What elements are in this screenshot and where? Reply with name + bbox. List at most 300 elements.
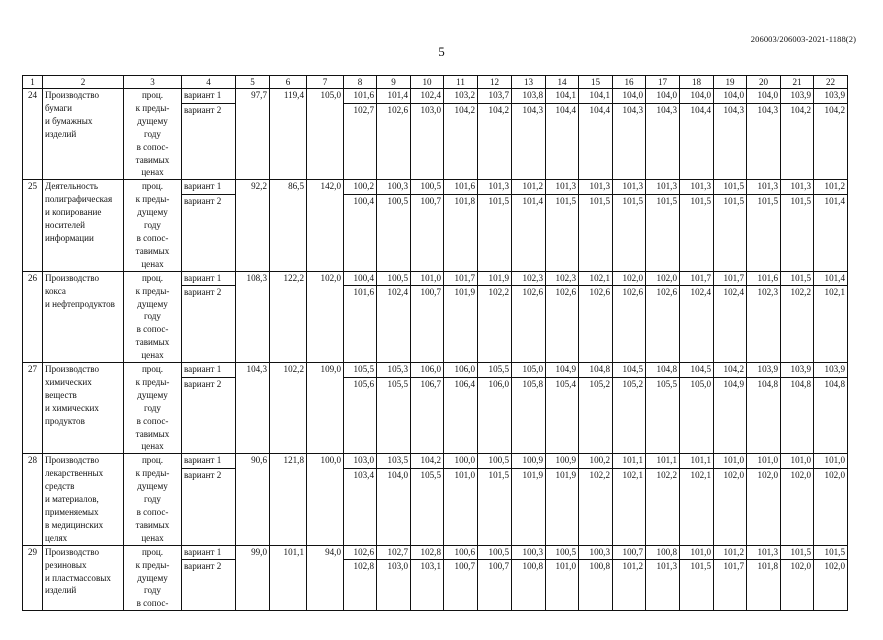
unit-line: тавимых — [135, 245, 170, 256]
variant-1-value: 100,3 — [512, 545, 546, 559]
variant-1-value: 101,2 — [512, 180, 546, 194]
variant-1-value: 101,3 — [613, 180, 646, 194]
column-number: 14 — [546, 76, 579, 89]
row-number: 28 — [23, 454, 43, 545]
unit-line: к преды- — [135, 285, 170, 296]
unit-line: дущему — [137, 298, 168, 309]
value-col7: 109,0 — [307, 363, 344, 454]
variant-2-value: 101,5 — [646, 194, 680, 271]
variant-2-value: 102,1 — [680, 468, 714, 545]
unit-line: дущему — [137, 572, 168, 583]
variant-1-value: 101,7 — [444, 271, 478, 285]
indicator-name-line: целях — [45, 532, 68, 543]
indicator-name-line: Производство — [45, 546, 100, 557]
variant-2-value: 102,6 — [613, 286, 646, 363]
unit-line: к преды- — [135, 559, 170, 570]
unit-line: проц. — [141, 546, 164, 557]
variant-2-value: 100,8 — [512, 560, 546, 611]
variant-2-value: 105,5 — [377, 377, 411, 453]
variant-1-value: 101,7 — [714, 271, 747, 285]
unit-line: к преды- — [135, 194, 170, 205]
variant-2-value: 103,0 — [377, 560, 411, 611]
variant-2-value: 100,8 — [579, 560, 613, 611]
variant-2-value: 101,7 — [714, 560, 747, 611]
variant-1-value: 101,3 — [747, 180, 781, 194]
variant-2-value: 102,4 — [714, 286, 747, 363]
value-col5: 92,2 — [236, 180, 270, 271]
indicator-name — [43, 89, 124, 180]
variant-1-label: вариант 1 — [182, 363, 236, 378]
variant-1-value: 104,0 — [646, 89, 680, 104]
variant-1-value: 104,1 — [579, 89, 613, 104]
value-col7: 102,0 — [307, 271, 344, 362]
variant-1-value: 101,2 — [814, 180, 848, 194]
table-row — [23, 545, 848, 559]
variant-1-value: 100,3 — [579, 545, 613, 559]
variant-2-value: 104,2 — [781, 103, 814, 180]
variant-1-value: 103,8 — [512, 89, 546, 104]
unit-line: проц. — [141, 181, 164, 192]
value-col7: 100,0 — [307, 454, 344, 545]
variant-2-value: 101,5 — [478, 468, 512, 545]
variant-1-value: 101,3 — [781, 180, 814, 194]
unit-line: ценах — [141, 350, 164, 361]
column-number: 8 — [344, 76, 377, 89]
column-number: 9 — [377, 76, 411, 89]
variant-2-value: 102,0 — [714, 468, 747, 545]
variant-1-value: 100,2 — [579, 454, 613, 469]
column-number: 17 — [646, 76, 680, 89]
value-col5: 104,3 — [236, 363, 270, 454]
variant-1-value: 102,4 — [411, 89, 444, 104]
variant-1-value: 101,7 — [680, 271, 714, 285]
unit-line: в сопос- — [136, 415, 169, 426]
variant-1-value: 101,6 — [444, 180, 478, 194]
value-col7: 142,0 — [307, 180, 344, 271]
variant-2-value: 103,1 — [411, 560, 444, 611]
variant-1-value: 101,3 — [478, 180, 512, 194]
variant-2-value: 102,1 — [613, 468, 646, 545]
variant-1-value: 104,9 — [546, 363, 579, 378]
variant-1-value: 101,1 — [613, 454, 646, 469]
variant-2-value: 102,4 — [680, 286, 714, 363]
unit-line: к преды- — [135, 468, 170, 479]
variant-1-value: 100,8 — [646, 545, 680, 559]
variant-2-value: 101,8 — [747, 560, 781, 611]
indicator-name-line: применяемых — [45, 507, 99, 517]
column-number: 6 — [270, 76, 307, 89]
column-number: 7 — [307, 76, 344, 89]
variant-2-value: 104,8 — [814, 377, 848, 453]
indicator-name-line: и химических — [45, 402, 99, 413]
variant-2-value: 102,4 — [377, 286, 411, 363]
column-number-row — [23, 76, 848, 89]
column-number: 3 — [124, 76, 182, 89]
variant-1-label: вариант 1 — [182, 454, 236, 469]
indicator-name-line: лекарственных — [45, 468, 104, 479]
variant-1-value: 104,0 — [714, 89, 747, 104]
column-number: 21 — [781, 76, 814, 89]
variant-1-value: 103,9 — [747, 363, 781, 378]
unit-line: году — [144, 311, 161, 322]
variant-2-value: 104,2 — [444, 103, 478, 180]
variant-2-value: 105,2 — [613, 377, 646, 453]
column-number: 20 — [747, 76, 781, 89]
variant-1-value: 102,6 — [344, 545, 377, 559]
variant-1-value: 101,0 — [814, 454, 848, 469]
variant-2-value: 102,6 — [377, 103, 411, 180]
row-number: 25 — [23, 180, 43, 271]
variant-1-value: 102,0 — [646, 271, 680, 285]
variant-2-value: 101,0 — [444, 468, 478, 545]
variant-1-value: 100,5 — [478, 545, 512, 559]
variant-2-value: 100,7 — [411, 194, 444, 271]
unit-line: году — [144, 128, 161, 139]
variant-1-value: 101,4 — [814, 271, 848, 285]
column-number: 5 — [236, 76, 270, 89]
indicator-name — [43, 271, 124, 362]
column-number: 18 — [680, 76, 714, 89]
page-number: 5 — [438, 44, 445, 59]
column-number: 12 — [478, 76, 512, 89]
variant-2-label: вариант 2 — [182, 103, 236, 180]
column-number: 22 — [814, 76, 848, 89]
variant-1-value: 101,3 — [579, 180, 613, 194]
variant-1-value: 102,3 — [512, 271, 546, 285]
indicator-name-line: резиновых — [45, 559, 87, 570]
variant-2-value: 105,5 — [646, 377, 680, 453]
variant-1-value: 103,9 — [781, 89, 814, 104]
variant-1-value: 101,2 — [714, 545, 747, 559]
variant-2-value: 104,8 — [747, 377, 781, 453]
row-number: 27 — [23, 363, 43, 454]
variant-2-value: 104,4 — [579, 103, 613, 180]
indicator-name-line: и нефтепродуктов — [45, 298, 115, 309]
variant-2-value: 101,3 — [646, 560, 680, 611]
variant-1-value: 101,0 — [411, 271, 444, 285]
variant-2-value: 101,4 — [512, 194, 546, 271]
variant-1-value: 100,5 — [478, 454, 512, 469]
variant-2-value: 102,7 — [344, 103, 377, 180]
variant-2-value: 102,6 — [512, 286, 546, 363]
variant-2-value: 104,4 — [680, 103, 714, 180]
unit-line: году — [144, 494, 161, 505]
unit-line: к преды- — [135, 102, 170, 113]
variant-2-value: 101,0 — [546, 560, 579, 611]
variant-2-value: 103,0 — [411, 103, 444, 180]
unit-line: году — [144, 402, 161, 413]
unit-line: тавимых — [135, 337, 170, 348]
variant-1-label: вариант 1 — [182, 89, 236, 104]
variant-2-value: 105,5 — [411, 468, 444, 545]
column-number: 13 — [512, 76, 546, 89]
row-number: 24 — [23, 89, 43, 180]
variant-1-value: 103,5 — [377, 454, 411, 469]
variant-1-value: 103,2 — [444, 89, 478, 104]
variant-2-value: 102,3 — [747, 286, 781, 363]
variant-2-value: 104,0 — [377, 468, 411, 545]
variant-1-value: 100,2 — [344, 180, 377, 194]
variant-2-value: 102,1 — [814, 286, 848, 363]
variant-1-label: вариант 1 — [182, 545, 236, 559]
value-col7: 105,0 — [307, 89, 344, 180]
indicator-name-line: средств — [45, 481, 75, 492]
unit-line: проц. — [141, 455, 164, 466]
forecast-table — [22, 75, 848, 611]
variant-2-value: 101,5 — [478, 194, 512, 271]
variant-1-value: 101,0 — [781, 454, 814, 469]
value-col6: 102,2 — [270, 363, 307, 454]
unit-line: тавимых — [135, 428, 170, 439]
variant-2-value: 102,2 — [781, 286, 814, 363]
variant-2-value: 104,9 — [714, 377, 747, 453]
variant-2-value: 105,0 — [680, 377, 714, 453]
indicator-name-line: в медицинских — [45, 519, 104, 530]
variant-1-value: 105,3 — [377, 363, 411, 378]
column-number: 1 — [23, 76, 43, 89]
variant-1-value: 100,3 — [377, 180, 411, 194]
variant-1-value: 101,6 — [344, 89, 377, 104]
table-row — [23, 89, 848, 104]
variant-2-value: 100,7 — [478, 560, 512, 611]
variant-2-value: 105,6 — [344, 377, 377, 453]
variant-2-value: 101,2 — [613, 560, 646, 611]
indicator-name — [43, 545, 124, 611]
variant-1-value: 102,8 — [411, 545, 444, 559]
variant-2-value: 104,4 — [546, 103, 579, 180]
value-col6: 86,5 — [270, 180, 307, 271]
column-number: 16 — [613, 76, 646, 89]
unit-of-measure — [124, 180, 182, 271]
variant-2-value: 101,5 — [680, 194, 714, 271]
row-number: 26 — [23, 271, 43, 362]
variant-1-value: 104,0 — [747, 89, 781, 104]
indicator-name — [43, 363, 124, 454]
variant-2-value: 104,3 — [512, 103, 546, 180]
variant-1-value: 104,8 — [646, 363, 680, 378]
variant-1-value: 103,9 — [814, 89, 848, 104]
column-number: 2 — [43, 76, 124, 89]
indicator-name-line: Производство — [45, 90, 100, 100]
variant-1-value: 104,2 — [411, 454, 444, 469]
indicator-name-line: и материалов, — [45, 494, 99, 505]
variant-2-value: 104,3 — [646, 103, 680, 180]
variant-2-value: 102,0 — [814, 560, 848, 611]
variant-1-value: 101,3 — [747, 545, 781, 559]
variant-1-value: 100,5 — [546, 545, 579, 559]
unit-line: ценах — [141, 441, 164, 452]
variant-2-value: 104,8 — [781, 377, 814, 453]
indicator-name — [43, 454, 124, 545]
variant-1-value: 101,9 — [478, 271, 512, 285]
variant-1-value: 101,3 — [646, 180, 680, 194]
variant-1-value: 102,3 — [546, 271, 579, 285]
unit-of-measure — [124, 363, 182, 454]
indicator-name-line: информации — [45, 232, 94, 243]
variant-2-value: 102,2 — [478, 286, 512, 363]
variant-1-value: 100,7 — [613, 545, 646, 559]
indicator-name-line: продуктов — [45, 415, 85, 426]
indicator-name-line: Производство — [45, 272, 100, 283]
variant-1-value: 105,5 — [344, 363, 377, 378]
unit-of-measure — [124, 89, 182, 180]
variant-1-value: 101,3 — [680, 180, 714, 194]
unit-line: в сопос- — [136, 324, 169, 335]
variant-2-value: 101,9 — [546, 468, 579, 545]
indicator-name-line: бумаги — [45, 102, 73, 113]
value-col6: 101,1 — [270, 545, 307, 611]
indicator-name-line: и бумажных — [45, 115, 93, 126]
value-col5: 90,6 — [236, 454, 270, 545]
variant-1-value: 101,5 — [814, 545, 848, 559]
variant-2-value: 102,2 — [579, 468, 613, 545]
variant-2-value: 101,5 — [546, 194, 579, 271]
variant-1-value: 104,1 — [546, 89, 579, 104]
variant-1-value: 102,1 — [579, 271, 613, 285]
variant-2-value: 101,5 — [781, 194, 814, 271]
column-number: 19 — [714, 76, 747, 89]
variant-2-value: 102,0 — [747, 468, 781, 545]
variant-2-value: 101,5 — [579, 194, 613, 271]
variant-1-value: 104,0 — [613, 89, 646, 104]
variant-1-value: 101,6 — [747, 271, 781, 285]
variant-2-value: 102,2 — [646, 468, 680, 545]
variant-2-value: 101,5 — [680, 560, 714, 611]
value-col5: 99,0 — [236, 545, 270, 611]
unit-line: проц. — [141, 90, 164, 100]
variant-2-value: 101,6 — [344, 286, 377, 363]
variant-1-label: вариант 1 — [182, 180, 236, 194]
variant-2-value: 101,9 — [444, 286, 478, 363]
unit-line: проц. — [141, 364, 164, 375]
variant-2-value: 100,7 — [444, 560, 478, 611]
variant-1-value: 103,0 — [344, 454, 377, 469]
variant-1-value: 105,5 — [478, 363, 512, 378]
table-row — [23, 180, 848, 194]
variant-1-value: 101,5 — [781, 545, 814, 559]
variant-2-value: 104,2 — [478, 103, 512, 180]
variant-1-value: 100,0 — [444, 454, 478, 469]
variant-1-value: 106,0 — [411, 363, 444, 378]
variant-2-value: 105,8 — [512, 377, 546, 453]
variant-1-value: 101,5 — [781, 271, 814, 285]
variant-2-label: вариант 2 — [182, 560, 236, 611]
value-col5: 97,7 — [236, 89, 270, 180]
variant-2-value: 105,2 — [579, 377, 613, 453]
unit-line: в сопос- — [136, 232, 169, 243]
variant-1-value: 100,5 — [377, 271, 411, 285]
variant-2-value: 103,4 — [344, 468, 377, 545]
unit-line: ценах — [141, 258, 164, 269]
variant-1-value: 100,9 — [546, 454, 579, 469]
variant-2-value: 102,8 — [344, 560, 377, 611]
variant-1-value: 103,7 — [478, 89, 512, 104]
variant-1-value: 101,5 — [714, 180, 747, 194]
unit-line: дущему — [137, 389, 168, 400]
variant-2-value: 100,4 — [344, 194, 377, 271]
variant-2-value: 106,7 — [411, 377, 444, 453]
indicator-name-line: и копирование — [45, 207, 102, 218]
variant-1-value: 104,2 — [714, 363, 747, 378]
variant-2-value: 104,3 — [714, 103, 747, 180]
variant-1-value: 103,9 — [814, 363, 848, 378]
variant-2-value: 102,6 — [546, 286, 579, 363]
unit-line: дущему — [137, 481, 168, 492]
variant-2-value: 106,0 — [478, 377, 512, 453]
indicator-name-line: Деятельность — [45, 181, 99, 192]
variant-2-value: 102,6 — [579, 286, 613, 363]
unit-line: дущему — [137, 115, 168, 126]
variant-2-value: 104,3 — [747, 103, 781, 180]
variant-2-value: 100,7 — [411, 286, 444, 363]
variant-2-value: 104,3 — [613, 103, 646, 180]
indicator-name-line: носителей — [45, 220, 85, 231]
variant-1-value: 100,9 — [512, 454, 546, 469]
value-col6: 119,4 — [270, 89, 307, 180]
variant-1-value: 104,8 — [579, 363, 613, 378]
variant-1-value: 100,4 — [344, 271, 377, 285]
table-row — [23, 271, 848, 285]
variant-2-value: 101,5 — [747, 194, 781, 271]
variant-2-label: вариант 2 — [182, 377, 236, 453]
unit-line: в сопос- — [136, 507, 169, 517]
variant-2-value: 101,8 — [444, 194, 478, 271]
indicator-name — [43, 180, 124, 271]
value-col6: 122,2 — [270, 271, 307, 362]
document-id: 206003/206003-2021-1188(2) — [750, 34, 856, 44]
column-number: 15 — [579, 76, 613, 89]
variant-1-value: 102,7 — [377, 545, 411, 559]
indicator-name-line: Производство — [45, 364, 100, 375]
variant-1-value: 100,6 — [444, 545, 478, 559]
column-number: 10 — [411, 76, 444, 89]
unit-line: ценах — [141, 167, 164, 178]
column-number: 11 — [444, 76, 478, 89]
variant-2-value: 101,5 — [714, 194, 747, 271]
unit-line: тавимых — [135, 519, 170, 530]
variant-1-value: 101,0 — [680, 545, 714, 559]
variant-1-value: 106,0 — [444, 363, 478, 378]
variant-1-value: 104,5 — [680, 363, 714, 378]
variant-2-label: вариант 2 — [182, 468, 236, 545]
variant-1-value: 104,0 — [680, 89, 714, 104]
variant-2-value: 101,4 — [814, 194, 848, 271]
indicator-name-line: химических — [45, 376, 92, 387]
unit-line: в сопос- — [136, 141, 169, 152]
table-row — [23, 454, 848, 469]
indicator-name-line: веществ — [45, 389, 77, 400]
variant-1-value: 100,5 — [411, 180, 444, 194]
variant-1-value: 105,0 — [512, 363, 546, 378]
variant-1-label: вариант 1 — [182, 271, 236, 285]
variant-1-value: 101,1 — [680, 454, 714, 469]
variant-2-value: 101,5 — [613, 194, 646, 271]
variant-2-value: 100,5 — [377, 194, 411, 271]
variant-2-value: 102,0 — [781, 560, 814, 611]
variant-1-value: 101,1 — [646, 454, 680, 469]
value-col7: 94,0 — [307, 545, 344, 611]
unit-of-measure — [124, 454, 182, 545]
unit-line: году — [144, 585, 161, 596]
variant-2-value: 102,0 — [781, 468, 814, 545]
unit-of-measure — [124, 271, 182, 362]
variant-1-value: 104,5 — [613, 363, 646, 378]
unit-of-measure — [124, 545, 182, 611]
indicator-name-line: и пластмассовых — [45, 572, 111, 583]
variant-1-value: 102,0 — [613, 271, 646, 285]
variant-2-value: 105,4 — [546, 377, 579, 453]
indicator-name-line: полиграфическая — [45, 194, 113, 205]
